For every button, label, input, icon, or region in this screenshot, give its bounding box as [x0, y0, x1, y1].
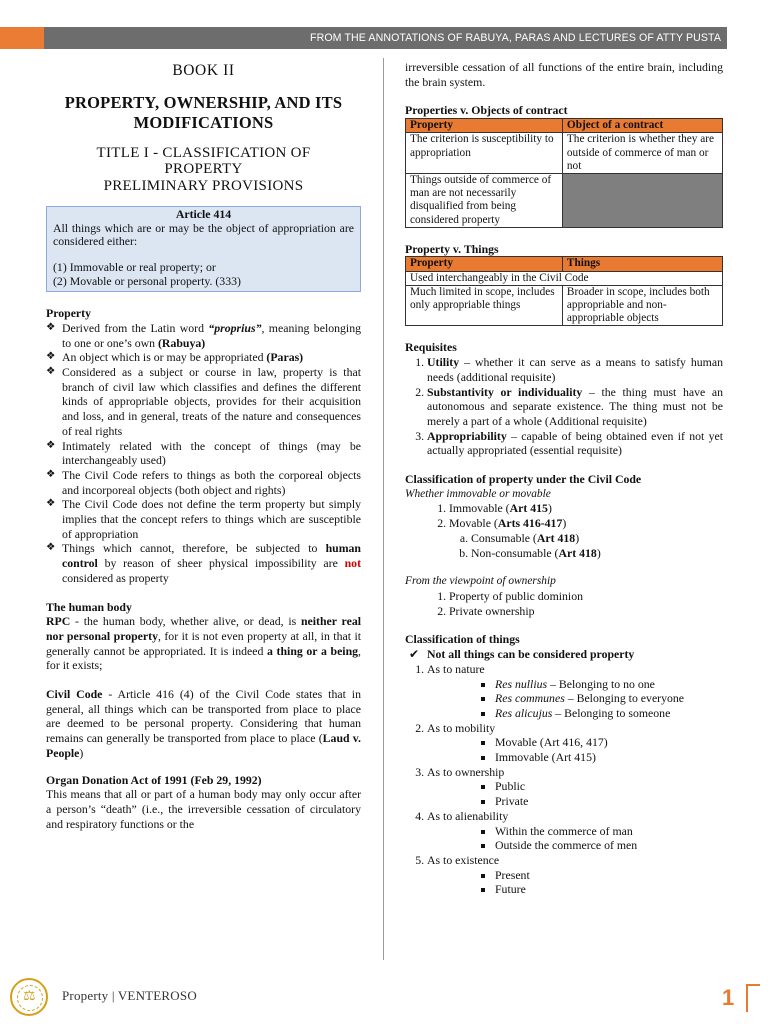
scales-of-justice-seal-icon [10, 978, 48, 1016]
sub-list [427, 735, 723, 764]
sub-list [427, 677, 723, 721]
list-item: ▪ Res alicujus – Belonging to someone [495, 706, 723, 721]
property-v-things-heading: Property v. Things [405, 241, 499, 256]
header-text: FROM THE ANNOTATIONS OF RABUYA, PARAS AND LECTURES OF ATTY PUSTA [310, 32, 721, 44]
list-item: ▪ Within the commerce of man [495, 824, 723, 839]
table-cell: Used interchangeably in the Civil Code [406, 271, 723, 285]
classification-subtitle: Whether immovable or movable [405, 487, 551, 500]
list-item: ▪ Future [495, 882, 723, 897]
table-row [406, 173, 723, 227]
table-header-cell: Property [406, 119, 563, 133]
list-item: ▪ Movable (Art 416, 417) [495, 735, 723, 750]
list-item: 5. As to existence ▪ Present ▪ Future [427, 853, 723, 897]
list-item: ▪ Res communes – Belonging to everyone [495, 691, 723, 706]
organ-heading: Organ Donation Act of 1991 (Feb 29, 1992) [46, 772, 262, 787]
title-i [46, 145, 361, 195]
list-item: ▪ Immovable (Art 415) [495, 750, 723, 765]
article-414-box [46, 206, 361, 292]
footer [10, 978, 758, 1018]
list-item: ▪ Outside the commerce of men [495, 838, 723, 853]
scales-icon: ⚖ [23, 989, 36, 1004]
right-column [405, 60, 723, 897]
article-item-2: (2) Movable or personal property. (333) [53, 273, 241, 288]
civil-code-paragraph: Civil Code - Article 416 (4) of the Civil Code states that in general, all things which can be transported from place to place are deemed to be personal property. Considering that human remains can generally be transported from place to place (Laud v. People) [46, 687, 361, 760]
list-item: ❖ Things which cannot, therefore, be subjected to human control by reason of sheer physical impossibility are not considered as property [62, 541, 361, 585]
sub-list [427, 779, 723, 808]
article-item-1: (1) Immovable or real property; or [53, 259, 216, 274]
footer-text: Property | VENTEROSO [62, 988, 197, 1003]
list-item: 2. Substantivity or individuality – the thing must have an autonomous and separate existence. The thing must not be merely a part of a whole (Additional requisite) [427, 385, 723, 429]
things-heading: Classification of things [405, 632, 520, 647]
table-row [406, 285, 723, 326]
table-cell: The criterion is whether they are outside of commerce of man or not [562, 133, 722, 174]
title-i-line2: PROPERTY [164, 161, 243, 178]
list-item: 2. Private ownership [449, 604, 723, 619]
classification-list [405, 501, 723, 560]
table-row [406, 271, 723, 285]
article-body: All things which are or may be the object of appropriation are considered either: [53, 220, 354, 249]
ownership-subtitle: From the viewpoint of ownership [405, 575, 556, 588]
requisites-list [405, 355, 723, 458]
table-header-row [406, 119, 723, 133]
table-header-cell: Object of a contract [562, 119, 722, 133]
list-item: ▪ Present [495, 868, 723, 883]
list-item: ▪ Public [495, 779, 723, 794]
header-accent [0, 27, 44, 49]
sub-list [427, 868, 723, 897]
table-header-cell: Things [562, 257, 722, 271]
table-cell: The criterion is susceptibility to appropriation [406, 133, 563, 174]
organ-paragraph: This means that all or part of a human body may only occur after a person’s “death” (i.e., the irreversible cessation of circulatory and respiratory functions or the [46, 787, 361, 831]
table-cell: Things outside of commerce of man are not necessarily disqualified from being considered property [406, 173, 563, 227]
list-item: 2. Movable (Arts 416-417) a. Consumable (Art 418) b. Non-consumable (Art 418) [449, 516, 723, 560]
sub-list [449, 531, 723, 560]
continued-text: irreversible cessation of all functions of the entire brain, including the brain system. [405, 60, 723, 89]
list-item: 3. Appropriability – capable of being obtained even if not yet actually appropriated (essential requisite) [427, 429, 723, 458]
list-item: ❖ Intimately related with the concept of things (may be interchangeably used) [62, 439, 361, 468]
things-list [405, 662, 723, 897]
check-note: ✔ Not all things can be considered property [405, 647, 723, 662]
list-item: ❖ The Civil Code refers to things as both the corporeal objects and incorporeal objects (both object and rights) [62, 468, 361, 497]
header-banner [44, 27, 727, 49]
table-header-row [406, 257, 723, 271]
column-divider [383, 58, 384, 960]
list-item: ▪ Res nullius – Belonging to no one [495, 677, 723, 692]
list-item: b. Non-consumable (Art 418) [471, 546, 723, 561]
ownership-list [405, 589, 723, 618]
article-heading: Article 414 [175, 207, 232, 222]
table-cell-empty [562, 173, 722, 227]
list-item: 1. Property of public dominion [449, 589, 723, 604]
main-title: PROPERTY, OWNERSHIP, AND ITS MODIFICATIONS [64, 92, 343, 132]
list-item: a. Consumable (Art 418) [471, 531, 723, 546]
list-item: 2. As to mobility ▪ Movable (Art 416, 417) ▪ Immovable (Art 415) [427, 721, 723, 765]
list-item: ▪ Private [495, 794, 723, 809]
list-item: ❖ Considered as a subject or course in law, property is that branch of civil law which classifies and defines the different kinds of appropriable objects, provides for their acquisition and loss, and in general, treats of the nature and consequences of real rights [62, 365, 361, 439]
list-item: 1. Utility – whether it can serve as a means to satisfy human needs (additional requisite) [427, 355, 723, 384]
property-bullets [46, 321, 361, 586]
properties-v-objects-heading: Properties v. Objects of contract [405, 103, 568, 118]
classification-heading: Classification of property under the Civil Code [405, 472, 642, 487]
book-title: BOOK II [172, 62, 235, 79]
page-number: 1 [722, 985, 735, 1010]
list-item: 1. Immovable (Art 415) [449, 501, 723, 516]
human-body-heading: The human body [46, 599, 132, 614]
list-item: ❖ Derived from the Latin word “proprius”, meaning belonging to one or one’s own (Rabuya) [62, 321, 361, 350]
sub-list [427, 824, 723, 853]
list-item: ❖ The Civil Code does not define the term property but simply implies that the concept refers to things which are susceptible of appropriation [62, 497, 361, 541]
list-item: 1. As to nature ▪ Res nullius – Belonging to no one ▪ Res communes – Belonging to everyone ▪ Res alicujus – Belonging to someone [427, 662, 723, 721]
title-i-line3: PRELIMINARY PROVISIONS [103, 177, 304, 194]
list-item: ❖ An object which is or may be appropriated (Paras) [62, 350, 361, 365]
requisites-heading: Requisites [405, 340, 457, 355]
list-item: 4. As to alienability ▪ Within the commerce of man ▪ Outside the commerce of men [427, 809, 723, 853]
table-cell: Much limited in scope, includes only appropriable things [406, 285, 563, 326]
property-heading: Property [46, 306, 91, 321]
table-row [406, 133, 723, 174]
table-cell: Broader in scope, includes both appropriable and non-appropriable objects [562, 285, 722, 326]
property-v-things-table [405, 256, 723, 326]
title-i-line1: TITLE I - CLASSIFICATION OF [96, 144, 311, 161]
table-header-cell: Property [406, 257, 563, 271]
left-column [46, 62, 361, 831]
rpc-paragraph: RPC - the human body, whether alive, or dead, is neither real nor personal property, for it is not even property at all, in that it generally cannot be appropriated. It is indeed a thing or a being, for it exists; [46, 614, 361, 673]
page-number-bracket [746, 984, 760, 1012]
list-item: 3. As to ownership ▪ Public ▪ Private [427, 765, 723, 809]
properties-v-objects-table [405, 118, 723, 228]
